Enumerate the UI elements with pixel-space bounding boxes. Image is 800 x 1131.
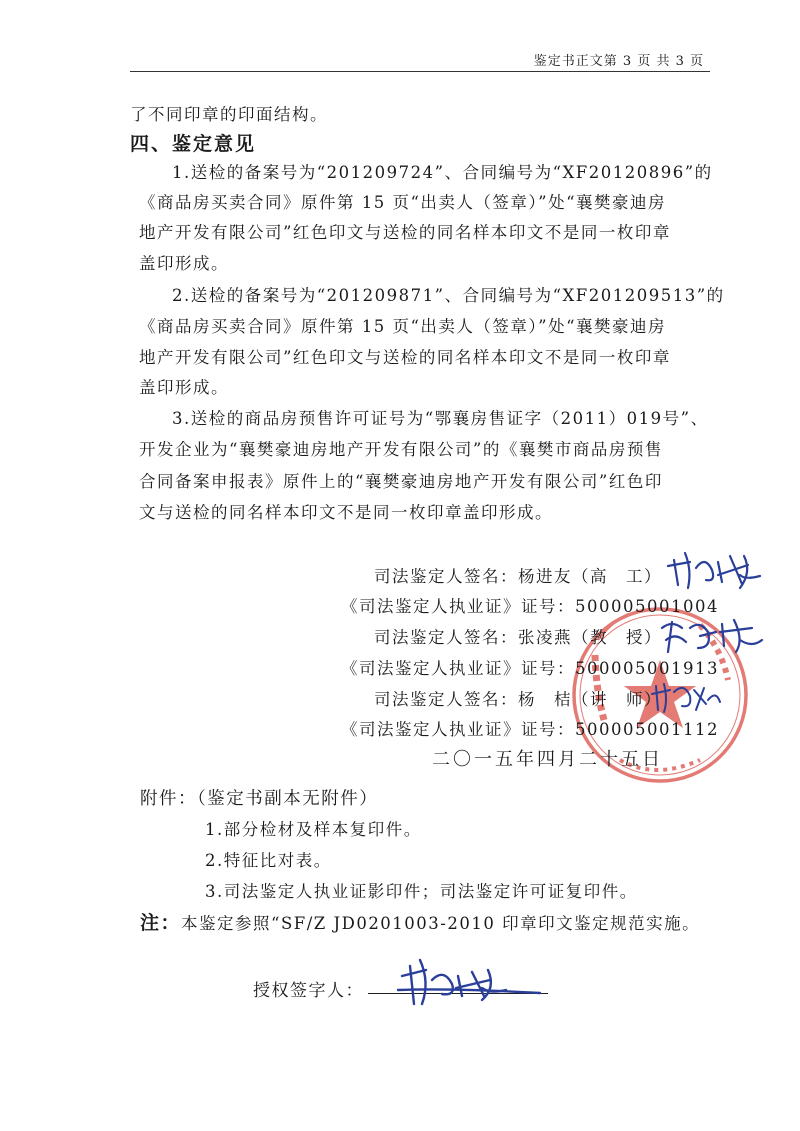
opinion-line: 1.送检的备案号为“201209724”、合同编号为“XF20120896”的 bbox=[172, 163, 713, 182]
page-header: 鉴定书正文第 3 页 共 3 页 bbox=[533, 54, 704, 69]
attachment-item: 2.特征比对表。 bbox=[205, 851, 332, 870]
opinion-line: 文与送检的同名样本印文不是同一枚印章盖印形成。 bbox=[139, 503, 553, 522]
signature-1 bbox=[668, 553, 760, 588]
opinion-line: 《商品房买卖合同》原件第 15 页“出卖人（签章）”处“襄樊豪迪房 bbox=[139, 317, 667, 336]
opinion-line: 合同备案申报表》原件上的“襄樊豪迪房地产开发有限公司”红色印 bbox=[139, 472, 663, 491]
authorized-signer-signature bbox=[398, 960, 540, 1004]
authorized-signer-label: 授权签字人： bbox=[253, 981, 364, 1001]
opinion-line: 2.送检的备案号为“201209871”、合同编号为“XF201209513”的 bbox=[172, 286, 725, 305]
appraiser-2-cert-line: 《司法鉴定人执业证》证号：500005001913 bbox=[341, 659, 719, 678]
opinion-line: 3.送检的商品房预售许可证号为“鄂襄房售证字（2011）019号”、 bbox=[172, 409, 709, 428]
opinion-line: 地产开发有限公司”红色印文与送检的同名样本印文不是同一枚印章 bbox=[139, 223, 671, 242]
appraiser-3-sign-line: 司法鉴定人签名：杨 桔（讲 师） bbox=[374, 690, 662, 709]
attachments-title: 附件：（鉴定书副本无附件） bbox=[140, 789, 379, 809]
opinion-line: 开发企业为“襄樊豪迪房地产开发有限公司”的《襄樊市商品房预售 bbox=[139, 440, 663, 459]
appraiser-3-cert-line: 《司法鉴定人执业证》证号：500005001112 bbox=[341, 720, 719, 739]
attachment-item: 3.司法鉴定人执业证影印件；司法鉴定许可证复印件。 bbox=[205, 882, 638, 901]
opinion-line: 《商品房买卖合同》原件第 15 页“出卖人（签章）”处“襄樊豪迪房 bbox=[139, 193, 667, 212]
section-heading: 四、鉴定意见 bbox=[130, 133, 257, 155]
appraiser-2-sign-line: 司法鉴定人签名：张凌燕（教 授） bbox=[374, 628, 662, 647]
appraiser-1-cert-line: 《司法鉴定人执业证》证号：500005001004 bbox=[341, 597, 719, 616]
carry-over-line: 了不同印章的印面结构。 bbox=[130, 105, 328, 124]
signature-2 bbox=[662, 620, 762, 652]
note-label: 注： bbox=[140, 912, 182, 934]
opinion-line: 盖印形成。 bbox=[139, 378, 229, 397]
note-text: 本鉴定参照“SF/Z JD0201003-2010 印章印文鉴定规范实施。 bbox=[181, 914, 701, 933]
report-date: 二〇一五年四月二十五日 bbox=[432, 749, 663, 770]
appraiser-1-sign-line: 司法鉴定人签名：杨进友（高 工） bbox=[374, 567, 662, 586]
opinion-line: 盖印形成。 bbox=[139, 254, 229, 273]
opinion-line: 地产开发有限公司”红色印文与送检的同名样本印文不是同一枚印章 bbox=[139, 348, 671, 367]
signature-3 bbox=[652, 684, 720, 712]
attachment-item: 1.部分检材及样本复印件。 bbox=[205, 820, 422, 839]
